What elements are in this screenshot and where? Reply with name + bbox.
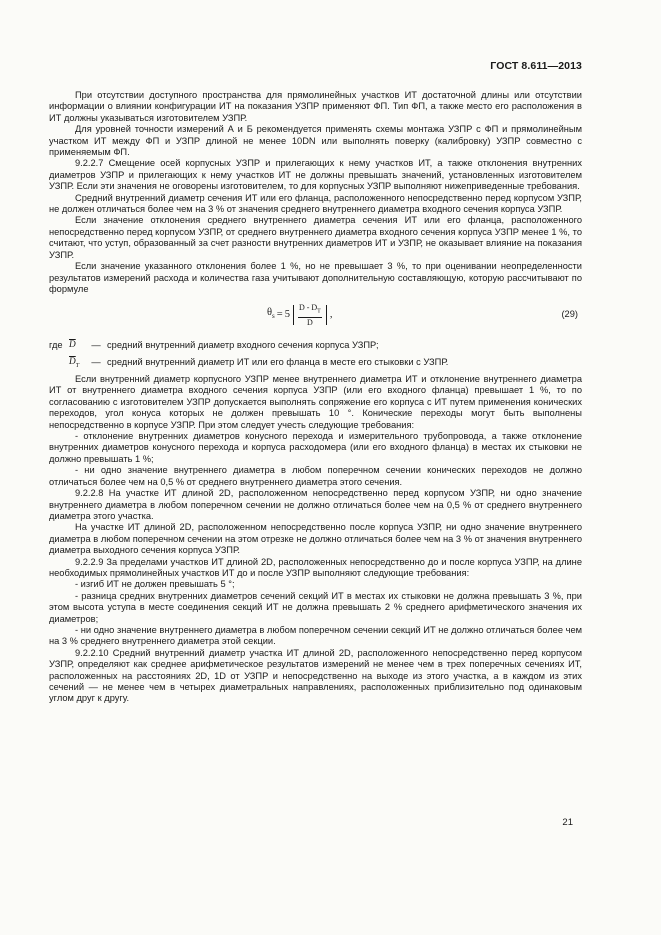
paragraph: 9.2.2.7 Смещение осей корпусных УЗПР и прилегающих к нему участков ИТ, а также отклонения внутренних диаметров УЗПР и прилегающих к нему участков ИТ не должны превышать значений, установленных изготовителем УЗПР. Если эти значения не оговорены изготовителем, то для корпусных УЗПР выполняют нижеприведенные требования. (49, 158, 582, 192)
paragraph: Если значение указанного отклонения более 1 %, но не превышает 3 %, то при оценивании неопределенности результатов измерений расхода и количества газа учитывают дополнительную составляющую, которую рассчитывают по формуле (49, 261, 582, 294)
formula-29 (49, 297, 582, 331)
abs-bar-left (293, 305, 294, 325)
formula-number: (29) (561, 309, 578, 320)
document-body (49, 90, 582, 705)
paragraph: - разница средних внутренних диаметров сечений секций ИТ в местах их стыковки не должна превышать 3 %, при этом высота уступа в месте соединения секций ИТ не должна превышать 2 % среднего арифметического значения их диаметров; (49, 590, 582, 624)
paragraph: 9.2.2.10 Средний внутренний диаметр участка ИТ длиной 2D, расположенного непосредственно перед корпусом УЗПР, определяют как среднее арифметическое результатов измерений не менее чем в трех поперечных сечениях ИТ, расположенных на расстояниях 2D, 1D от УЗПР и непосредственно на выходе из этого участка, а в каждом из этих сечений — не менее чем в четырех диаметральных направлениях, расположенных приблизительно под одинаковым углом друг к другу. (49, 647, 582, 704)
paragraph: - ни одно значение внутреннего диаметра в любом поперечном сечении конических переходов не должно отличаться более чем на 0,5 % от среднего внутреннего диаметра этого сечения. (49, 465, 582, 487)
standard-header: ГОСТ 8.611—2013 (490, 60, 582, 72)
definition-lead: где (49, 340, 63, 351)
formula-coefficient: 5 (284, 309, 290, 321)
paragraph: Если внутренний диаметр корпусного УЗПР менее внутреннего диаметра ИТ и отклонение внутреннего диаметра ИТ от внутреннего диаметра входного сечения корпуса УЗПР (или его входного фланца) превышает 1 %, то по согласованию с изготовителем УЗПР допускается выполнять сопряжение его корпуса с ИТ путем применения конических переходов, угол конуса которых не должен превышать 10 °. Конические переходы могут быть выполнены непосредственно в корпусе УЗПР. При этом следует учесть следующие требования: (49, 374, 582, 430)
definition-item (49, 339, 582, 355)
definition-dash: — (91, 340, 101, 351)
paragraph: - отклонение внутренних диаметров конусного перехода и измерительного трубопровода, а также отклонение внутренних диаметров конусного перехода и корпуса расходомера (или его входного фланца) в местах их стыковки не должно превышать 1 %; (49, 431, 582, 464)
paragraph: Если значение отклонения среднего внутреннего диаметра сечения ИТ или его фланца, расположенного непосредственно перед корпусом УЗПР, от среднего внутреннего диаметра входного сечения корпуса УЗПР менее 1 %, то считают, что уступ, образованный за счет разности внутренних диаметров ИТ и УЗПР, не оказывает влияние на показания УЗПР. (49, 215, 582, 260)
definition-item (49, 356, 582, 372)
definitions-list (49, 339, 582, 372)
paragraph: - ни одно значение внутреннего диаметра в любом поперечном сечении секций ИТ не должно отличаться более чем на 3 % среднего внутреннего диаметра этой секции. (49, 624, 582, 647)
paragraph: При отсутствии доступного пространства для прямолинейных участков ИТ достаточной длины или отсутствии информации о влиянии конфигурации ИТ на показания УЗПР применяют ФП. Тип ФП, а также место его расположения в ИТ должны указываться изготовителем УЗПР. (49, 90, 582, 123)
formula-expression: $\theta_s$ = 5 $\frac{D - D_T}{D}$ , (267, 303, 333, 327)
paragraph: 9.2.2.9 За пределами участков ИТ длиной 2D, расположенных непосредственно до и после корпуса УЗПР, на длине необходимых прямолинейных участков ИТ до и после УЗПР выполняют следующие требования: (49, 556, 582, 578)
paragraph: - изгиб ИТ не должен превышать 5 °; (75, 579, 235, 590)
paragraph: Для уровней точности измерений А и Б рекомендуется применять схемы монтажа УЗПР с ФП и прямолинейным участком ИТ между ФП и УЗПР длиной не менее 10DN или выполнять поверку (калибровку) УЗПР совместно с применяемым ФП. (49, 124, 582, 158)
definition-dash: — (91, 356, 101, 367)
formula-equals: = (276, 309, 283, 321)
abs-bar-right (326, 305, 327, 325)
definition-text: средний внутренний диаметр входного сечения корпуса УЗПР; (107, 340, 379, 351)
paragraph: 9.2.2.8 На участке ИТ длиной 2D, расположенном непосредственно перед корпусом УЗПР, ни одно значение внутреннего диаметра в любом поперечном сечении не должно отличаться более чем на 0,5 % от среднего внутреннего диаметра этого участка. (49, 488, 582, 521)
paragraph: На участке ИТ длиной 2D, расположенном непосредственно после корпуса УЗПР, ни одно значение внутреннего диаметра в любом поперечном сечении на этом отрезке не должно отличаться более чем на 3 % от значения внутреннего диаметра выходного сечения корпуса УЗПР. (49, 522, 582, 556)
paragraph: Средний внутренний диаметр сечения ИТ или его фланца, расположенного непосредственно перед корпусом УЗПР, не должен отличаться более чем на 3 % от значения среднего внутреннего диаметра входного сечения корпуса УЗПР. (49, 192, 582, 215)
formula-fraction (298, 303, 322, 327)
definition-symbol: $\overline{D}_T$ (69, 356, 80, 369)
formula-numerator: D - $D_T$ (298, 303, 322, 318)
page-number: 21 (562, 817, 573, 828)
formula-denominator: D (306, 317, 313, 327)
definition-symbol: $\overline{D}$ (69, 340, 76, 351)
formula-lhs: $\theta_s$ (267, 307, 275, 321)
definition-text: средний внутренний диаметр ИТ или его фланца в месте его стыковки с УЗПР. (107, 356, 449, 367)
definition-lead (49, 356, 69, 372)
